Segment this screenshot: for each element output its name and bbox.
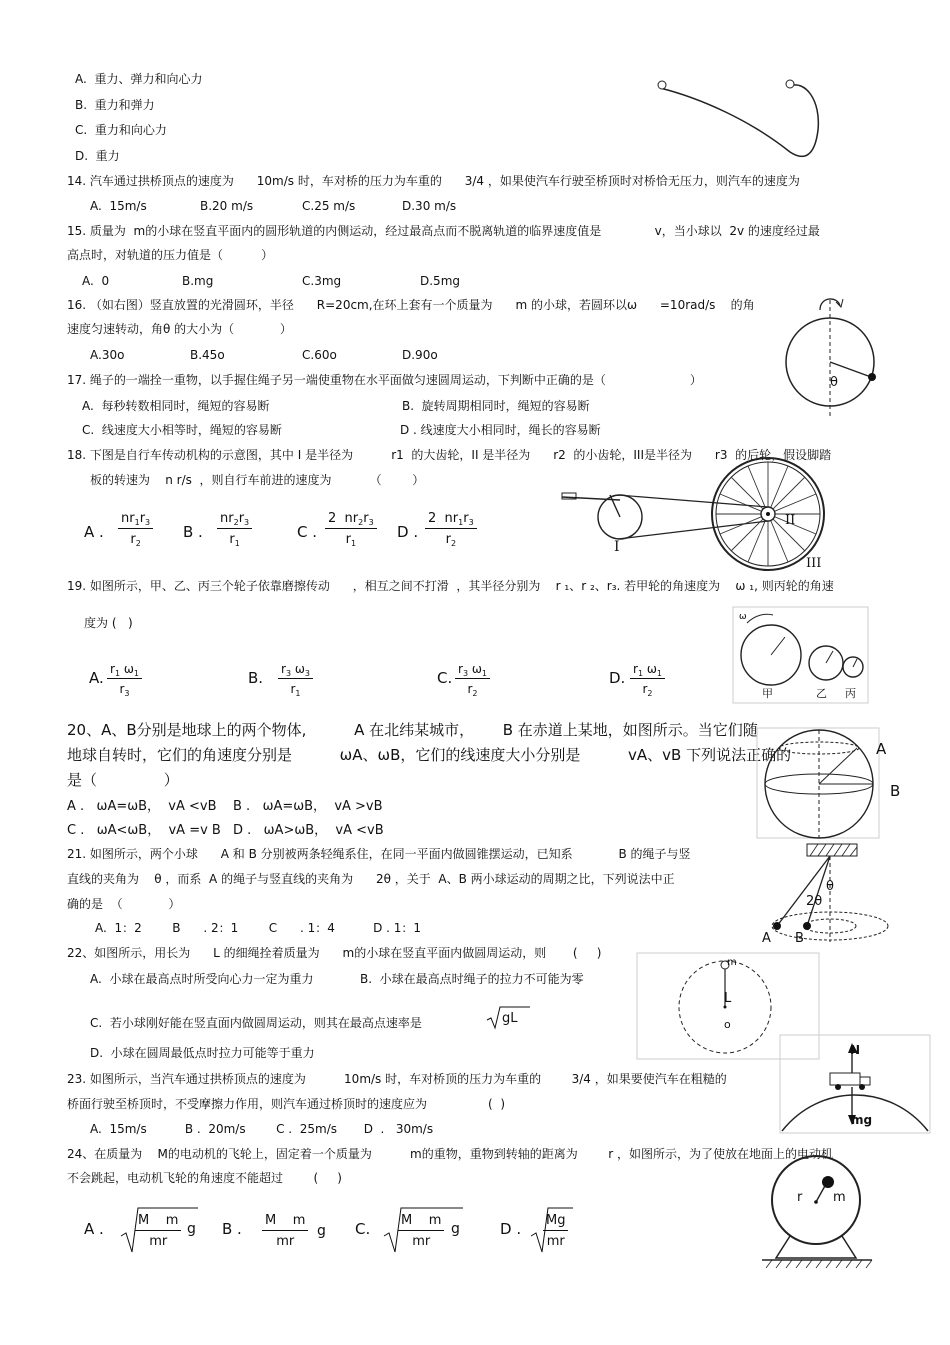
q21-stem-line3: 确的是 （ ） bbox=[67, 897, 181, 911]
q19-stem-line2: 度为 ( ) bbox=[84, 616, 133, 630]
q19-label-c: C. bbox=[437, 669, 453, 687]
q17-option-a: A. 每秒转数相同时，绳短的容易断 bbox=[82, 399, 270, 413]
q20-earth-figure bbox=[757, 728, 882, 838]
q18-option-d-fraction: $\frac{2 nr_1r_3}{r_2}$ bbox=[425, 511, 477, 547]
q18-b-den: r bbox=[229, 532, 235, 547]
q24-stem-line2: 不会跳起，电动机飞轮的角速度不能超过 ( ) bbox=[67, 1171, 342, 1185]
q19-label-a: A. bbox=[89, 669, 104, 687]
q22-o-label: o bbox=[724, 1018, 731, 1031]
q21-stem-line1: 21. 如图所示，两个小球 A 和 B 分别被两条轻绳系住，在同一平面内做圆锥摆运动，已知系 B 的绳子与竖 bbox=[67, 847, 691, 861]
q17-option-b: B. 旋转周期相同时，绳短的容易断 bbox=[402, 399, 590, 413]
q24-m-label: m bbox=[833, 1190, 846, 1205]
q22-option-a: A. 小球在最高点时所受向心力一定为重力 bbox=[90, 972, 314, 986]
q14-option-b: B.20 m/s bbox=[200, 199, 254, 213]
q18-option-a-fraction: $\frac{nr_1r_3}{r_2}$ bbox=[118, 511, 153, 547]
q13-track-figure bbox=[640, 70, 830, 165]
q20-stem-line1: 20、A、B分别是地球上的两个物体, A 在北纬某城市， B 在赤道上某地，如图所示。当它们随 bbox=[67, 721, 758, 739]
q24-option-a-fraction bbox=[135, 1213, 181, 1249]
q21-options: A. 1：2 B . 2：1 C . 1：4 D . 1：1 bbox=[95, 921, 422, 935]
q15-option-c: C.3mg bbox=[302, 274, 342, 288]
q21-conical-pendulum-figure bbox=[762, 842, 897, 947]
q19-option-d-fraction: $\frac{r_1 \omega_1}{r_2}$ bbox=[630, 662, 665, 696]
q18-a-den: r bbox=[130, 532, 136, 547]
q14-option-c: C.25 m/s bbox=[302, 199, 356, 213]
q18-stem-line2: 板的转速为 n r/s ，则自行车前进的速度为 （ ） bbox=[90, 473, 425, 487]
q24-c-den: mr bbox=[412, 1234, 431, 1249]
q24-option-c-g: g bbox=[451, 1221, 460, 1237]
q16-stem-line1: 16. （如右图）竖直放置的光滑圆环，半径 R=20cm,在环上套有一个质量为 m 的小球，若圆环以ω =10rad/s 的角 bbox=[67, 298, 755, 312]
q17-option-d: D . 线速度大小相同时，绳长的容易断 bbox=[400, 423, 601, 437]
q16-option-c: C.60o bbox=[302, 348, 337, 362]
q20-label-A: A bbox=[876, 740, 887, 758]
q24-r-label: r bbox=[797, 1190, 803, 1205]
q19-wheel-label-yi: 乙 bbox=[816, 687, 827, 700]
q15-option-d: D.5mg bbox=[420, 274, 460, 288]
q20-option-d: D . ωA>ωB， vA <vB bbox=[233, 823, 384, 838]
q21-ball-A-label: A bbox=[762, 931, 771, 946]
q18-label-II: II bbox=[785, 513, 796, 528]
q20-option-a: A . ωA=ωB， vA <vB bbox=[67, 799, 217, 814]
q19-option-a-fraction: $\frac{r_1 \omega_1}{r_3}$ bbox=[107, 662, 142, 696]
q24-d-num: Mg bbox=[543, 1213, 568, 1231]
q20-stem-line3: 是（ ） bbox=[67, 771, 179, 789]
q22-option-c-root: gL bbox=[502, 1011, 518, 1026]
q19-stem-line1: 19. 如图所示，甲、乙、丙三个轮子依靠磨擦传动 ，相互之间不打滑 ，其半径分别为 r ₁、r ₂、r₃. 若甲轮的角速度为 ω ₁, 则丙轮的角速 bbox=[67, 579, 834, 593]
q13-option-a: A. 重力、弹力和向心力 bbox=[75, 72, 203, 86]
q16-ring-figure bbox=[780, 296, 890, 420]
q18-d-num: 2 nr bbox=[428, 511, 459, 526]
q22-option-d: D. 小球在圆周最低点时拉力可能等于重力 bbox=[90, 1046, 315, 1060]
q15-stem-line1: 15. 质量为 m的小球在竖直平面内的圆形轨道的内侧运动，经过最高点而不脱离轨道的临界速度值是 v，当小球以 2v 的速度经过最 bbox=[67, 224, 820, 238]
q18-c-den: r bbox=[345, 532, 351, 547]
q17-stem: 17. 绳子的一端拴一重物，以手握住绳子另一端使重物在水平面做匀速圆周运动，下判断中正确的是（ ） bbox=[67, 373, 702, 387]
q16-option-d: D.90o bbox=[402, 348, 438, 362]
q16-option-a: A.30o bbox=[90, 348, 125, 362]
q24-option-b-fraction bbox=[262, 1213, 308, 1249]
q21-theta-label: θ bbox=[826, 879, 834, 894]
q19-option-b-fraction: $\frac{r_3 \omega_3}{r_1}$ bbox=[278, 662, 313, 696]
q18-label-d: D . bbox=[397, 523, 419, 541]
q20-option-b: B . ωA=ωB， vA >vB bbox=[233, 799, 383, 814]
svg-text:ω: ω bbox=[739, 612, 747, 622]
q16-theta-label: θ bbox=[830, 375, 838, 390]
q18-c-num: 2 nr bbox=[328, 511, 359, 526]
q23-stem-line2: 桥面行驶至桥顶时，不受摩擦力作用，则汽车通过桥顶时的速度应为 ( ) bbox=[67, 1097, 506, 1111]
q18-option-b-fraction: $\frac{nr_2r_3}{r_1}$ bbox=[217, 511, 252, 547]
q23-stem-line1: 23. 如图所示，当汽车通过拱桥顶点的速度为 10m/s 时，车对桥顶的压力为车重的 3/4 ，如果要使汽车在粗糙的 bbox=[67, 1072, 727, 1086]
q18-label-III: III bbox=[806, 556, 822, 571]
q21-stem-line2: 直线的夹角为 θ ，而系 A 的绳子与竖直线的夹角为 2θ ，关于 A、B 两小球运动的周期之比，下列说法中正 bbox=[67, 872, 675, 886]
q23-N-label: N bbox=[850, 1043, 861, 1057]
q18-b-num: nr bbox=[220, 511, 234, 526]
q18-label-a: A . bbox=[84, 523, 104, 541]
q22-option-b: B. 小球在最高点时绳子的拉力不可能为零 bbox=[360, 972, 584, 986]
q24-d-den: mr bbox=[546, 1234, 565, 1249]
q18-d-den: r bbox=[445, 532, 451, 547]
q23-mg-label: mg bbox=[851, 1113, 873, 1127]
q13-option-b: B. 重力和弹力 bbox=[75, 98, 155, 112]
q24-option-c-fraction bbox=[398, 1213, 444, 1249]
q19-option-c-fraction: $\frac{r_3 \omega_1}{r_2}$ bbox=[455, 662, 490, 696]
q22-stem: 22、如图所示，用长为 L 的细绳拴着质量为 m的小球在竖直平面内做圆周运动，则 ( ) bbox=[67, 946, 602, 960]
q24-label-a: A . bbox=[84, 1220, 104, 1238]
q14-stem: 14. 汽车通过拱桥顶点的速度为 10m/s 时，车对桥的压力为车重的 3/4 ，如果使汽车行驶至桥顶时对桥恰无压力，则汽车的速度为 bbox=[67, 174, 800, 188]
q23-options: A. 15m/s B . 20m/s C . 25m/s D . 30m/s bbox=[90, 1122, 434, 1136]
q18-a-num: nr bbox=[121, 511, 135, 526]
q17-option-c: C. 线速度大小相等时，绳短的容易断 bbox=[82, 423, 282, 437]
q20-option-c: C . ωA<ωB， vA =v B bbox=[67, 823, 221, 838]
q22-option-c: C. 若小球刚好能在竖直面内做圆周运动，则其在最高点速率是 bbox=[90, 1016, 422, 1030]
q24-label-b: B . bbox=[222, 1220, 242, 1238]
q18-stem-line1: 18. 下图是自行车传动机构的示意图，其中 I 是半径为 r1 的大齿轮，II 是半径为 r2 的小齿轮，III是半径为 r3 的后轮，假设脚踏 bbox=[67, 448, 832, 462]
q22-m-label: m bbox=[727, 957, 737, 968]
q24-label-c: C. bbox=[355, 1220, 371, 1238]
q22-L-label: L bbox=[724, 991, 732, 1006]
q24-a-num: M m bbox=[135, 1213, 181, 1231]
q15-stem-line2: 高点时，对轨道的压力值是（ ） bbox=[67, 248, 274, 262]
q21-2theta-label: 2θ bbox=[806, 894, 823, 909]
q24-b-num: M m bbox=[262, 1213, 308, 1231]
q15-option-b: B.mg bbox=[182, 274, 214, 288]
q24-option-b-g: g bbox=[317, 1223, 326, 1239]
q19-wheel-label-jia: 甲 bbox=[762, 687, 773, 700]
q19-label-d: D. bbox=[609, 669, 626, 687]
q24-stem-line1: 24、在质量为 M的电动机的飞轮上，固定着一个质量为 m的重物，重物到转轴的距离为 r ，如图所示，为了使放在地面上的电动机 bbox=[67, 1147, 833, 1161]
q19-label-b: B. bbox=[248, 669, 264, 687]
q16-stem-line2: 速度匀速转动，角θ 的大小为（ ） bbox=[67, 322, 292, 336]
q16-option-b: B.45o bbox=[190, 348, 225, 362]
q24-a-den: mr bbox=[149, 1234, 168, 1249]
q24-option-a-g: g bbox=[187, 1221, 196, 1237]
q24-label-d: D . bbox=[500, 1220, 522, 1238]
q18-bicycle-figure bbox=[560, 455, 840, 570]
q18-label-I: I bbox=[614, 539, 620, 555]
q20-stem-line2: 地球自转时，它们的角速度分别是 ωA、ωB，它们的线速度大小分别是 vA、vB 下列说法正确的 bbox=[67, 746, 792, 764]
q13-option-d: D. 重力 bbox=[75, 149, 120, 163]
q21-ball-B-label: B bbox=[795, 931, 804, 946]
q24-b-den: mr bbox=[276, 1234, 295, 1249]
q20-label-B: B bbox=[890, 782, 901, 800]
q14-option-a: A. 15m/s bbox=[90, 199, 147, 213]
q19-wheel-label-bing: 丙 bbox=[845, 687, 856, 700]
q18-option-c-fraction: $\frac{2 nr_2r_3}{r_1}$ bbox=[325, 511, 377, 547]
q24-motor-figure bbox=[760, 1152, 875, 1270]
q14-option-d: D.30 m/s bbox=[402, 199, 457, 213]
q24-option-d-fraction bbox=[543, 1213, 568, 1249]
q15-option-a: A. 0 bbox=[82, 274, 110, 288]
q18-label-b: B . bbox=[183, 523, 203, 541]
q24-c-num: M m bbox=[398, 1213, 444, 1231]
q18-label-c: C . bbox=[297, 523, 318, 541]
q13-option-c: C. 重力和向心力 bbox=[75, 123, 167, 137]
